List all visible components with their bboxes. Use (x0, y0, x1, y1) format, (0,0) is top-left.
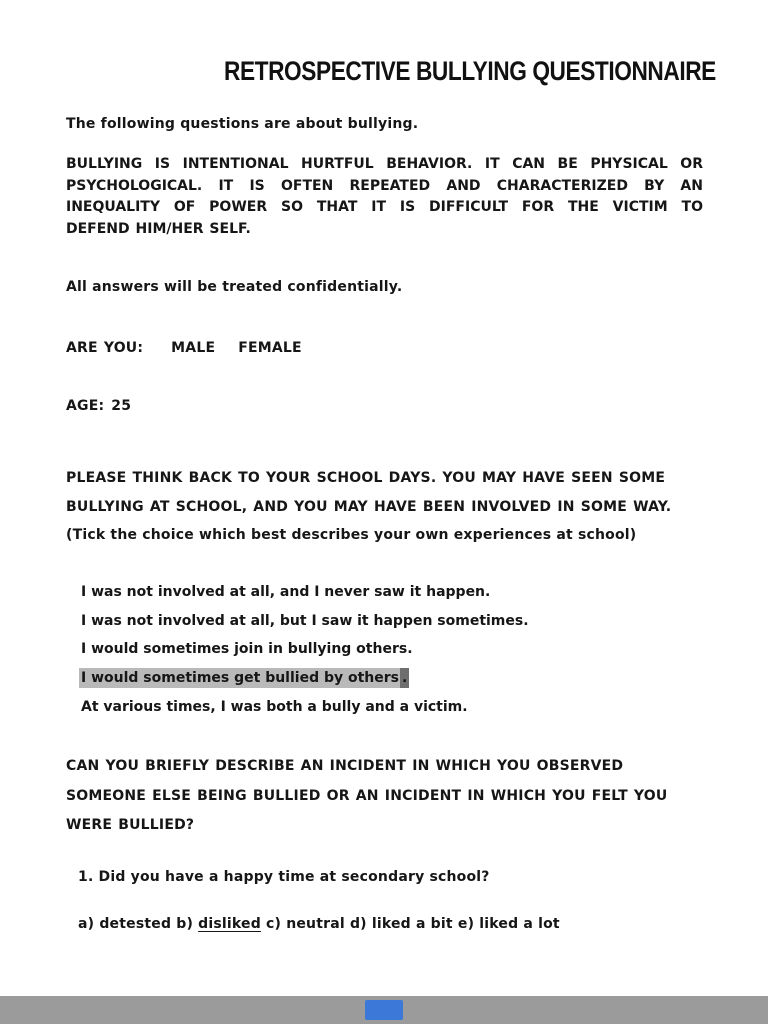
intro-text: The following questions are about bullying. (66, 116, 419, 132)
bullying-definition-paragraph (66, 154, 703, 240)
age-value: 25 (111, 398, 132, 414)
instructions-line: PLEASE THINK BACK TO YOUR SCHOOL DAYS. YOU MAY HAVE SEEN SOME (66, 470, 666, 486)
incident-question-line: SOMEONE ELSE BEING BULLIED OR AN INCIDENT IN WHICH YOU FELT YOU (66, 788, 668, 804)
experience-option-selected (79, 670, 409, 686)
gender-question-label: ARE YOU: (66, 340, 144, 356)
definition-line: INEQUALITY OF POWER SO THAT IT IS DIFFICULT FOR THE VICTIM TO (66, 199, 703, 215)
instructions-line: BULLYING AT SCHOOL, AND YOU MAY HAVE BEEN INVOLVED IN SOME WAY. (66, 499, 672, 515)
incident-question-line: WERE BULLIED? (66, 817, 195, 833)
incident-question-line: CAN YOU BRIEFLY DESCRIBE AN INCIDENT IN WHICH YOU OBSERVED (66, 758, 624, 774)
viewer-footer-button[interactable] (365, 1000, 403, 1020)
question-1-answers (78, 916, 560, 932)
experience-option: I was not involved at all, and I never saw it happen. (81, 584, 491, 600)
answer-disliked-underlined: disliked (198, 916, 261, 932)
instructions-line: (Tick the choice which best describes your own experiences at school) (66, 527, 637, 543)
experience-option: At various times, I was both a bully and a victim. (81, 699, 468, 715)
age-label: AGE: (66, 398, 105, 414)
question-1: 1. Did you have a happy time at secondary school? (78, 869, 490, 885)
selected-option-highlight: I would sometimes get bullied by others (81, 670, 400, 686)
gender-question (66, 340, 302, 356)
answers-prefix: a) detested b) (78, 916, 199, 932)
experience-option: I was not involved at all, but I saw it happen sometimes. (81, 613, 529, 629)
definition-line: PSYCHOLOGICAL. IT IS OFTEN REPEATED AND CHARACTERIZED BY AN (66, 177, 703, 194)
definition-line: BULLYING IS INTENTIONAL HURTFUL BEHAVIOR. IT CAN BE PHYSICAL OR (66, 156, 703, 172)
confidentiality-note: All answers will be treated confidentially. (66, 279, 403, 295)
page-title: RETROSPECTIVE BULLYING QUESTIONNAIRE (224, 56, 716, 86)
gender-option-female: FEMALE (238, 340, 302, 356)
experience-option: I would sometimes join in bullying others. (81, 641, 413, 657)
definition-line: DEFEND HIM/HER SELF. (66, 220, 251, 237)
selection-cursor-block: . (402, 670, 408, 686)
answers-suffix: c) neutral d) liked a bit e) liked a lot (260, 916, 560, 932)
gender-option-male: MALE (171, 340, 216, 356)
age-line (66, 398, 131, 414)
